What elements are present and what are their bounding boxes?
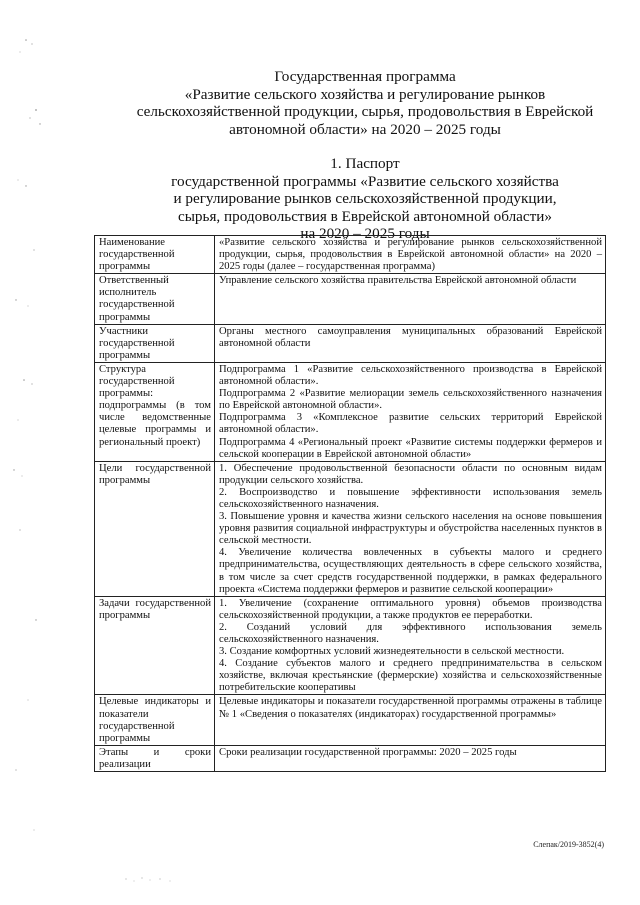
row-label: Ответственный исполнитель государственной программы xyxy=(95,274,215,324)
table-row xyxy=(95,274,606,324)
section-title-line: сырья, продовольствия в Еврейской автономной области» xyxy=(177,207,553,225)
row-paragraph: Подпрограмма 1 «Развитие сельскохозяйственного производства в Еврейской автономной области». xyxy=(219,363,602,388)
row-value xyxy=(215,362,606,461)
section-title-line: 1. Паспорт xyxy=(330,155,400,172)
table-row xyxy=(95,362,606,461)
row-value xyxy=(215,745,606,771)
section-title-line: и регулирование рынков сельскохозяйственной продукции, xyxy=(173,190,557,207)
row-label: Участники государственной программы xyxy=(95,324,215,362)
program-title-line: автономной области» на 2020 – 2025 годы xyxy=(229,120,501,138)
row-paragraph: Сроки реализации государственной программы: 2020 – 2025 годы xyxy=(219,746,517,758)
scan-noise-left xyxy=(6,0,46,905)
row-paragraph: Подпрограмма 3 «Комплексное развитие сельских территорий Еврейской автономной области». xyxy=(219,412,602,436)
passport-table xyxy=(94,235,606,772)
row-label: Задачи государственной программы xyxy=(95,596,215,695)
table-row xyxy=(95,596,606,695)
row-paragraph: 1. Обеспечение продовольственной безопасности области по основным видам продукции сельского хозяйства. xyxy=(219,462,602,486)
row-paragraph: «Развитие сельского хозяйства и регулирование рынков сельскохозяйственной продукции, сырья, продовольствия в Еврейской автономной области» на 2020 – 2025 годы (далее – государственная программа) xyxy=(219,237,602,273)
row-paragraph: 2. Созданий условий для эффективного использования земель сельскохозяйственного назначения. xyxy=(219,621,602,645)
row-value xyxy=(215,596,606,695)
program-title-line: Государственная программа xyxy=(274,68,456,85)
row-label: Цели государственной программы xyxy=(95,461,215,596)
row-paragraph: Управление сельского хозяйства правительства Еврейской автономной области xyxy=(219,275,577,287)
table-row xyxy=(95,745,606,771)
row-paragraph: Подпрограмма 4 «Региональный проект «Развитие системы поддержки фермеров и сельской кооперации в Еврейской автономной области» xyxy=(219,436,602,460)
row-paragraph: Органы местного самоуправления муниципальных образований Еврейской автономной области xyxy=(219,325,602,349)
table-row xyxy=(95,236,606,274)
row-paragraph: Целевые индикаторы и показатели государственной программы отражены в таблице № 1 «Сведения о показателях (индикаторах) государственной программы» xyxy=(219,696,602,720)
scan-noise-bottom xyxy=(120,875,180,885)
section-title-line: на 2020 – 2025 годы xyxy=(300,225,430,242)
table-row xyxy=(95,695,606,745)
program-title-line: сельскохозяйственной продукции, сырья, продовольствия в Еврейской xyxy=(136,103,594,120)
row-value xyxy=(215,695,606,745)
row-value xyxy=(215,236,606,274)
row-value xyxy=(215,461,606,596)
row-paragraph: 3. Повышение уровня и качества жизни сельского населения на основе повышения уровня развития социальной инфраструктуры и обустройства населенных пунктов в сельской местности. xyxy=(219,511,602,547)
table-row xyxy=(95,324,606,362)
row-label: Этапы и сроки реализации xyxy=(95,745,215,771)
row-paragraph: Подпрограмма 2 «Развитие мелиорации земель сельскохозяйственного назначения по Еврейской автономной области». xyxy=(219,388,602,412)
row-paragraph: 3. Создание комфортных условий жизнедеятельности в сельской местности. xyxy=(219,646,565,658)
row-value xyxy=(215,274,606,324)
row-paragraph: 2. Воспроизводство и повышение эффективности использования земель сельскохозяйственного назначения. xyxy=(219,486,602,510)
row-paragraph: 4. Создание субъектов малого и среднего предпринимательства в сельском хозяйстве, включая крестьянские (фермерские) хозяйства и сельскохозяйственные потребительские кооперативы xyxy=(219,658,602,694)
section-title-line: государственной программы «Развитие сельского хозяйства xyxy=(171,172,559,190)
program-title-line: «Развитие сельского хозяйства и регулирование рынков xyxy=(184,85,546,103)
row-label: Наименование государственной программы xyxy=(95,236,215,274)
document-code: Слепак/2019-3852(4) xyxy=(533,840,604,849)
row-label: Структура государственной программы: подпрограммы (в том числе ведомственные целевые программы и региональный проект) xyxy=(95,362,215,461)
row-paragraph: 1. Увеличение (сохранение оптимального уровня) объемов производства сельскохозяйственной продукции, а также продуктов ее переработки. xyxy=(219,597,602,621)
document-header xyxy=(120,68,610,243)
row-paragraph: 4. Увеличение количества вовлеченных в субъекты малого и среднего предпринимательства, осуществляющих деятельность в сфере сельского хозяйства, в том числе за счет средств государственной поддержки, в рамках федерального проекта «Система поддержки фермеров и развитие сельской кооперации» xyxy=(219,547,602,595)
row-value xyxy=(215,324,606,362)
table-row xyxy=(95,461,606,596)
row-label: Целевые индикаторы и показатели государственной программы xyxy=(95,695,215,745)
